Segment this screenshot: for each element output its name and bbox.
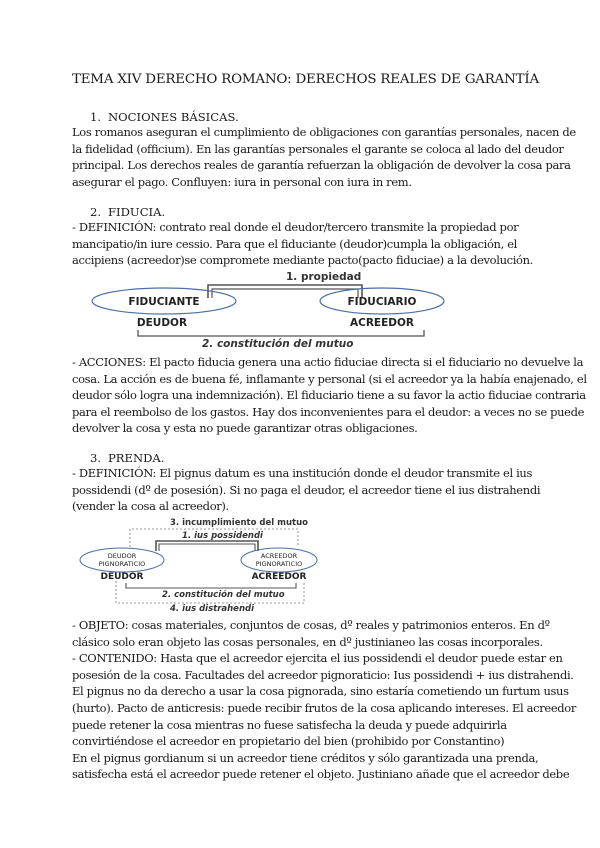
text-line: cosa. La acción es de buena fé, inflamante y personal (si el acreedor ya la había enajenado, el [72, 371, 587, 386]
paragraph-nociones [72, 124, 576, 190]
acreedor-label: ACREEDOR [251, 572, 307, 582]
diagram-top-label: 3. incumplimiento del mutuo [170, 518, 308, 528]
svg-text:PIGNORATICIO: PIGNORATICIO [255, 560, 303, 568]
paragraph-prenda-objeto-contenido [72, 617, 577, 783]
section-heading-prenda: 3. PRENDA. [90, 451, 165, 465]
text-line: convirtiéndose el acreedor en propietario del bien (prohibido por Constantino) [72, 734, 505, 749]
svg-text:PIGNORATICIO: PIGNORATICIO [98, 560, 146, 568]
text-line: clásico solo eran objeto las cosas personales, en dº justinianeo las cosas incorporales. [72, 634, 543, 649]
text-line: asegurar el pago. Confluyen: iura in personal con iura in rem. [72, 174, 412, 189]
text-line: deudor sólo logra una indemnización). El fiduciario tiene a su favor la actio fiduciae contraria [72, 388, 586, 403]
svg-text:ACREEDOR: ACREEDOR [260, 552, 298, 560]
text-line: possidendi (dº de posesión). Si no paga el deudor, el acreedor tiene el ius distrahendi [72, 482, 541, 497]
text-line: accipiens (acreedor)se compromete mediante pacto(pacto fiduciae) a la devolución. [72, 253, 533, 268]
text-line: devolver la cosa y esta no puede garantizar otras obligaciones. [72, 421, 418, 436]
text-line: - ACCIONES: El pacto fiducia genera una actio fiduciae directa si el fiduciario no devuelve la [72, 355, 584, 369]
arrow-ius-possidendi-inner [159, 544, 255, 551]
text-line: la fidelidad (officium). En las garantías personales el garante se coloca al lado del deudor [72, 141, 564, 156]
paragraph-fiducia-definicion [72, 219, 542, 269]
node-fiduciario-label: FIDUCIARIO [347, 296, 417, 308]
text-line: satisfecha está el acreedor puede retener el objeto. Justiniano añade que el acreedor debe [72, 767, 570, 782]
text-line: (vender la cosa al acreedor). [72, 499, 229, 514]
deudor-label: DEUDOR [100, 572, 144, 582]
text-line: - OBJETO: cosas materiales, conjuntos de cosas, dº reales y patrimonios enteros. En dº [72, 618, 550, 632]
prenda-diagram [72, 515, 322, 615]
diagram-bottom-label: 2. constitución del mutuo [162, 590, 285, 600]
text-line: En el pignus gordianum si un acreedor tiene créditos y sólo garantizada una prenda, [72, 750, 539, 765]
text-line: (hurto). Pacto de anticresis: puede recibir frutos de la cosa aplicando intereses. El acreedor [72, 700, 577, 715]
text-line: posesión de la cosa. Facultades del acreedor pignoraticio: Ius possidendi + ius distrahendi. [72, 667, 574, 682]
section-heading-fiducia: 2. FIDUCIA. [90, 205, 166, 219]
section-heading-nociones: 1. NOCIONES BÁSICAS. [90, 110, 239, 124]
text-line: - DEFINICIÓN: contrato real donde el deudor/tercero transmite la propiedad por [72, 220, 519, 234]
text-line: principal. Los derechos reales de garantía refuerzan la obligación de devolver la cosa para [72, 158, 571, 173]
arrow-mutuo [138, 330, 424, 336]
paragraph-fiducia-acciones [72, 354, 587, 437]
acreedor-label: ACREEDOR [350, 317, 414, 329]
text-line: mancipatio/in iure cessio. Para que el fiduciante (deudor)cumpla la obligación, el [72, 236, 517, 251]
text-line: - CONTENIDO: Hasta que el acreedor ejercita el ius possidendi el deudor puede estar en [72, 651, 563, 666]
node-fiduciante-label: FIDUCIANTE [128, 296, 200, 308]
diagram-bottom-label: 2. constitución del mutuo [202, 338, 354, 350]
diagram-top-label: 1. propiedad [286, 271, 362, 283]
text-line: El pignus no da derecho a usar la cosa pignorada, sino estaría cometiendo un furtum usus [72, 684, 569, 699]
text-line: para el reembolso de los gastos. Hay dos inconvenientes para el deudor: a veces no se puede [72, 404, 585, 419]
text-line: - DEFINICIÓN: El pignus datum es una institución donde el deudor transmite el ius [72, 466, 533, 480]
deudor-label: DEUDOR [136, 317, 188, 329]
arrow-propiedad-inner [212, 289, 358, 298]
arrow-constitucion [126, 583, 296, 588]
diagram-inner-top-label: 1. ius possidendi [182, 531, 263, 541]
text-line: Los romanos aseguran el cumplimiento de obligaciones con garantías personales, nacen de [72, 125, 576, 139]
svg-text:DEUDOR: DEUDOR [107, 552, 137, 560]
document-title: TEMA XIV DERECHO ROMANO: DERECHOS REALES DE GARANTÍA [72, 72, 539, 87]
arrow-ius-possidendi [156, 541, 258, 551]
paragraph-prenda-definicion [72, 465, 542, 515]
text-line: puede retener la cosa mientras no fuese satisfecha la deuda y puede adquirirla [72, 717, 507, 732]
diagram-inner-bottom-label: 4. ius distrahendi [170, 604, 254, 614]
fiducia-diagram [90, 268, 452, 350]
